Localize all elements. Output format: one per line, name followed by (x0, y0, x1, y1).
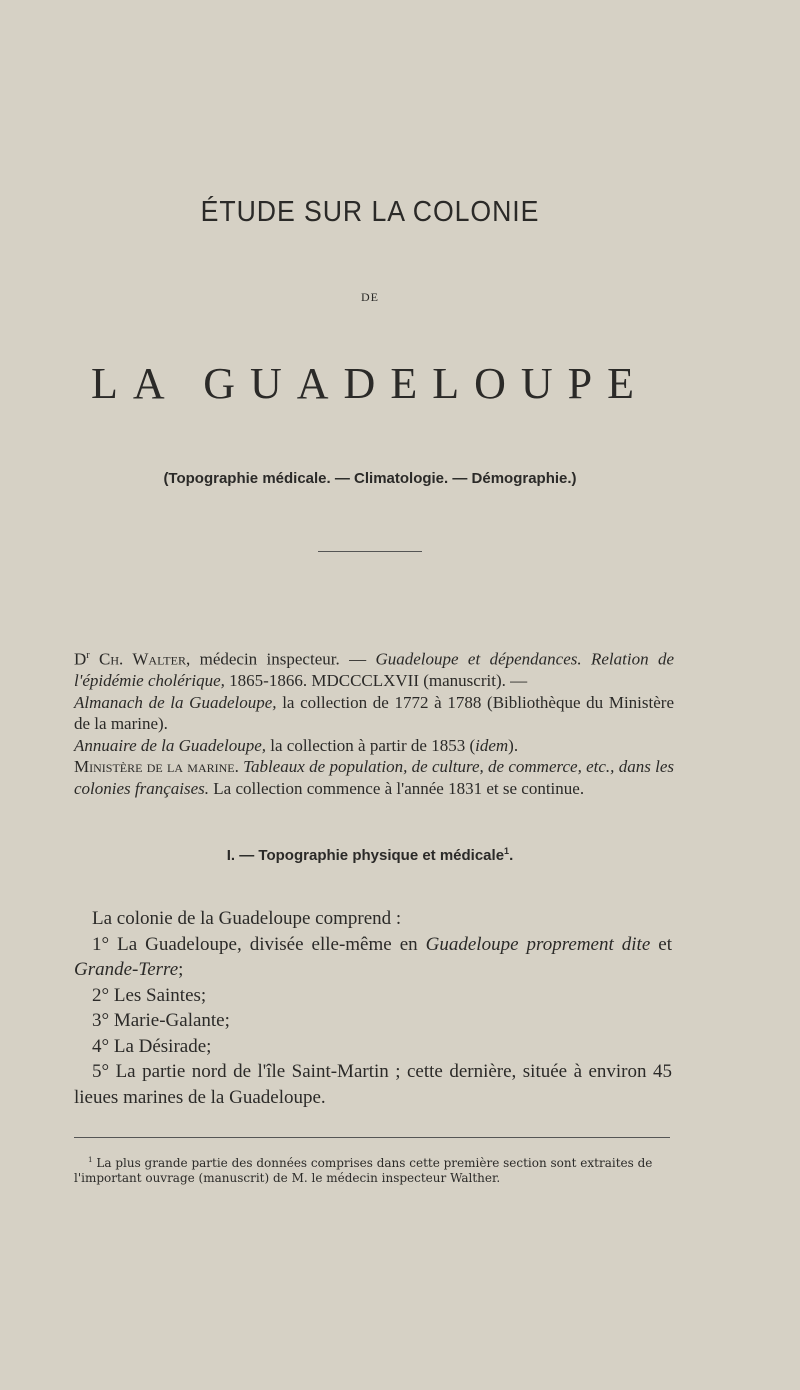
entry1-rest: 1865-1866. MDCCCLXVII (manuscrit). — (224, 671, 528, 691)
footnote-text: La plus grande partie des données comprises dans cette première section sont extraites de l'important ouvrage (manuscrit) de M. le médecin inspecteur Walther. (74, 1156, 653, 1185)
footnote-mark: 1 (88, 1155, 93, 1164)
entry4-title: Tableaux de population, de culture, de commerce, etc., dans les colonies françaises. (74, 757, 674, 798)
bibliography-entry-3 (74, 735, 674, 757)
entry2-title: Almanach de la Guadeloupe, (74, 692, 277, 712)
entry1-author-sup: r (86, 650, 90, 661)
main-title: LA GUADELOUPE (91, 359, 649, 408)
bibliography-entry-2 (74, 692, 674, 735)
list-item: 5° La partie nord de l'île Saint-Martin ; cette dernière, située à environ 45 lieues marines de la Guadeloupe. (74, 1061, 672, 1108)
item1-prefix: 1° La Guadeloupe, divisée elle-même en (92, 933, 426, 955)
entry4-author: Ministère de la marine. (74, 757, 239, 777)
entry2-rest: la collection de 1772 à 1788 (Bibliothèque du Ministère de la marine). (74, 692, 674, 734)
entry3-idem: idem (475, 735, 509, 755)
section-body (74, 906, 672, 1110)
list-item (74, 932, 672, 983)
section-footnote-mark: 1 (504, 846, 510, 856)
entry1-author-suffix: , médecin inspecteur. — (185, 649, 376, 669)
entry1-author: Ch. Walter (89, 649, 186, 669)
entry1-title: Guadeloupe et dépendances. Relation de l'épidémie cholérique, (74, 649, 674, 691)
title-separator (318, 551, 422, 552)
item1-italic2: Grande-Terre (74, 959, 179, 980)
bibliography (74, 645, 674, 799)
list-item: 3° Marie-Galante; (92, 1010, 230, 1031)
list-item: 4° La Désirade; (92, 1035, 212, 1057)
entry3-end: ). (508, 735, 519, 755)
title-connector: DE (361, 290, 379, 304)
entry3-rest: la collection à partir de 1853 ( (266, 735, 476, 755)
list-item: 2° Les Saintes; (92, 984, 207, 1006)
bibliography-entry-4 (74, 756, 674, 799)
item1-end: ; (178, 959, 184, 980)
intro-paragraph: La colonie de la Guadeloupe comprend : (92, 908, 402, 929)
footnote (74, 1152, 672, 1186)
item1-mid: et (650, 933, 672, 955)
bibliography-entry-1 (74, 645, 674, 692)
section-heading-text: I. — Topographie physique et médicale (226, 847, 505, 864)
page-title: ÉTUDE SUR LA COLONIE (200, 196, 540, 228)
entry1-author-prefix: D (74, 649, 87, 669)
section-heading: I. — Topographie physique et médicale$^1$. (226, 846, 514, 864)
footnote-separator (74, 1137, 670, 1138)
entry4-rest: La collection commence à l'année 1831 et se continue. (209, 778, 585, 798)
subtitle: (Topographie médicale. — Climatologie. — Démographie.) (163, 470, 577, 487)
entry3-title: Annuaire de la Guadeloupe, (74, 735, 266, 755)
item1-italic1: Guadeloupe proprement dite (425, 933, 651, 955)
